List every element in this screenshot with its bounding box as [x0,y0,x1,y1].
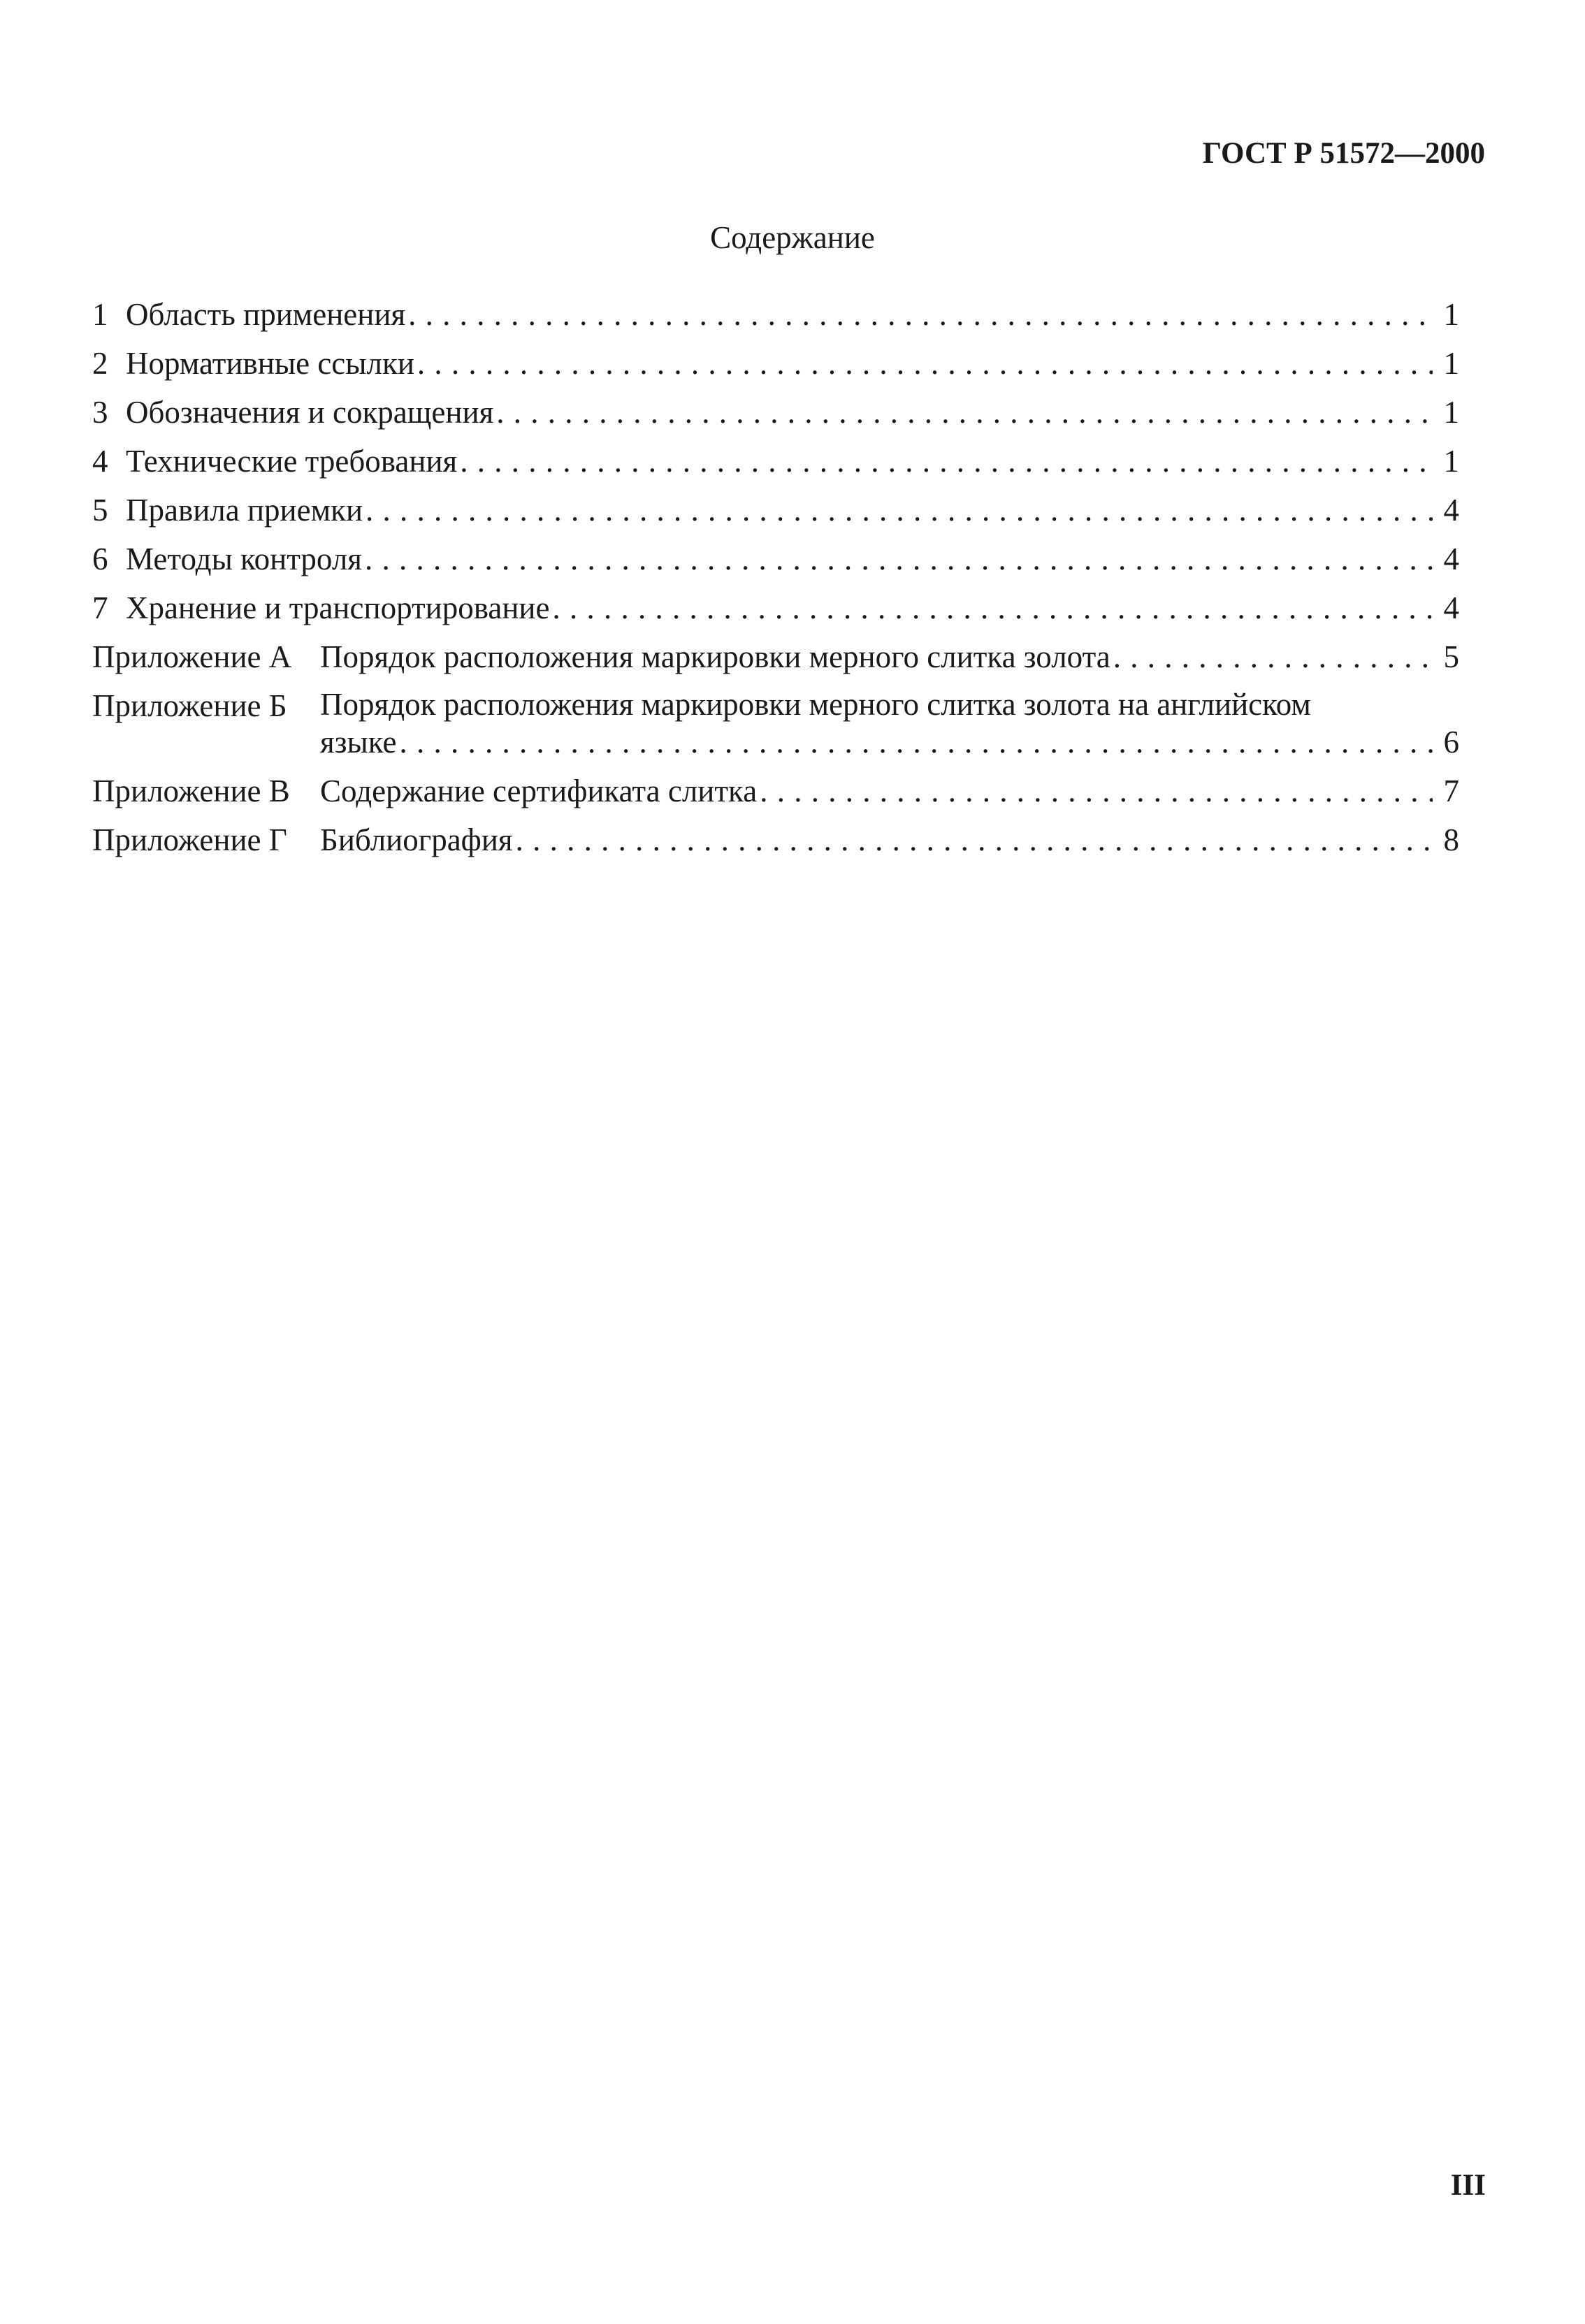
dot-leader [553,588,1433,627]
toc-entry-number: 3 [92,395,108,430]
dot-leader [366,491,1433,530]
toc-entry-page: 4 [1443,590,1459,625]
toc-entry-page: 1 [1443,395,1459,430]
toc-entry-section-7[interactable] [92,588,1459,627]
toc-entry-title: Библиография [320,822,513,857]
page-number: III [1450,2169,1486,2202]
toc-entry-page: 1 [1443,346,1459,381]
toc-appendix-label: Приложение А [92,639,292,674]
document-code: ГОСТ Р 51572—2000 [1202,137,1485,170]
dot-leader [516,820,1433,859]
toc-appendix-label: Приложение Б [92,688,287,723]
toc-entry-title-line2: языке [320,725,397,760]
toc-entry-page: 5 [1443,639,1459,674]
toc-entry-page: 8 [1443,822,1459,857]
toc-entry-page: 6 [1443,725,1459,760]
toc-entry-page: 7 [1443,774,1459,808]
toc-entry-section-2[interactable] [92,344,1459,383]
toc-entry-number: 1 [92,297,108,332]
dot-leader [496,393,1433,432]
dot-leader [365,539,1433,579]
toc-entry-title: Обозначения и сокращения [126,395,494,430]
toc-entry-section-4[interactable] [92,442,1459,481]
dot-leader [399,722,1433,762]
toc-entry-title-line1: Порядок расположения маркировки мерного слитка золота на английском [320,687,1311,722]
toc-entry-title: Хранение и транспортирование [126,590,550,625]
toc-entry-number: 4 [92,444,108,479]
dot-leader [760,771,1433,811]
toc-entry-title: Технические требования [126,444,458,479]
toc-entry-appendix-b[interactable] [92,686,1459,762]
toc-entry-number: 7 [92,590,108,625]
toc-entry-appendix-v[interactable] [92,771,1459,811]
dot-leader [460,442,1433,481]
toc-entry-title: Порядок расположения маркировки мерного слитка золота [320,639,1110,674]
toc-entry-number: 6 [92,542,108,576]
toc-entry-section-5[interactable] [92,491,1459,530]
toc-entry-section-3[interactable] [92,393,1459,432]
dot-leader [408,295,1433,334]
toc-entry-page: 1 [1443,297,1459,332]
toc-entry-title: Область применения [126,297,406,332]
toc-entry-title: Методы контроля [126,542,362,576]
toc-appendix-label: Приложение В [92,774,290,808]
toc-entry-section-1[interactable] [92,295,1459,334]
toc-entry-number: 2 [92,346,108,381]
toc-entry-page: 4 [1443,542,1459,576]
toc-entry-appendix-a[interactable] [92,637,1459,676]
toc-entry-title: Содержание сертификата слитка [320,774,758,808]
toc-entry-appendix-g[interactable] [92,820,1459,859]
dot-leader [417,344,1433,383]
toc-appendix-label: Приложение Г [92,822,287,857]
dot-leader [1113,637,1433,676]
toc-entry-number: 5 [92,493,108,528]
toc-entry-title: Правила приемки [126,493,363,528]
toc-entry-section-6[interactable] [92,539,1459,579]
table-of-contents [92,295,1459,869]
toc-entry-page: 4 [1443,493,1459,528]
toc-entry-title: Нормативные ссылки [126,346,414,381]
toc-entry-page: 1 [1443,444,1459,479]
toc-title: Содержание [710,220,875,255]
